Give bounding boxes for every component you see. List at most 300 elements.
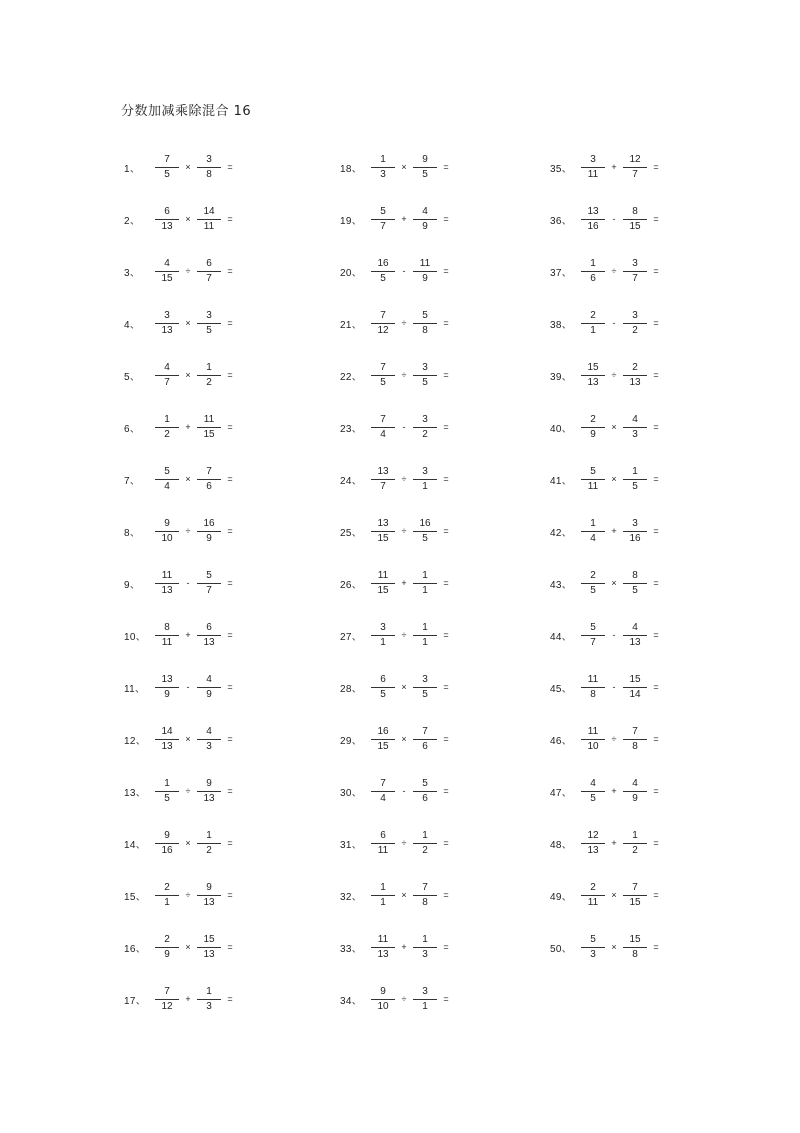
operator: + — [401, 578, 407, 588]
operator: × — [185, 734, 191, 744]
fraction-right — [196, 154, 222, 181]
problem-item — [124, 254, 324, 288]
equals-sign: = — [227, 318, 233, 328]
fraction-left — [580, 934, 606, 961]
denominator: 7 — [632, 272, 638, 284]
denominator: 8 — [632, 740, 638, 752]
problem-number: 44、 — [550, 631, 573, 643]
equals-sign: = — [227, 266, 233, 276]
denominator: 13 — [161, 740, 173, 752]
numerator: 15 — [629, 933, 641, 945]
fraction-right — [412, 622, 438, 649]
numerator: 1 — [164, 413, 170, 425]
denominator: 5 — [632, 584, 638, 596]
problem-item — [124, 774, 324, 808]
fraction-left — [580, 830, 606, 857]
numerator: 6 — [206, 257, 212, 269]
equals-sign: = — [443, 786, 449, 796]
operator: - — [402, 266, 406, 276]
problem-number: 5、 — [124, 371, 141, 383]
operator: - — [186, 682, 190, 692]
equals-sign: = — [653, 734, 659, 744]
fraction-right — [622, 362, 648, 389]
denominator: 12 — [161, 1000, 173, 1012]
fraction-left — [580, 258, 606, 285]
denominator: 3 — [632, 428, 638, 440]
denominator: 9 — [206, 532, 212, 544]
equals-sign: = — [653, 474, 659, 484]
denominator: 5 — [422, 376, 428, 388]
numerator: 2 — [590, 413, 596, 425]
denominator: 15 — [203, 428, 215, 440]
fraction-right — [412, 830, 438, 857]
problem-number: 27、 — [340, 631, 363, 643]
fraction-left — [370, 518, 396, 545]
numerator: 2 — [590, 569, 596, 581]
numerator: 16 — [377, 257, 389, 269]
equals-sign: = — [443, 682, 449, 692]
problem-item — [124, 566, 324, 600]
numerator: 1 — [164, 777, 170, 789]
denominator: 5 — [422, 532, 428, 544]
fraction-right — [196, 258, 222, 285]
operator: × — [185, 838, 191, 848]
denominator: 1 — [422, 1000, 428, 1012]
denominator: 13 — [629, 376, 641, 388]
numerator: 7 — [164, 153, 170, 165]
equals-sign: = — [653, 682, 659, 692]
problem-number: 22、 — [340, 371, 363, 383]
numerator: 6 — [380, 673, 386, 685]
operator: + — [611, 526, 617, 536]
denominator: 9 — [590, 428, 596, 440]
operator: × — [185, 474, 191, 484]
operator: × — [611, 890, 617, 900]
equals-sign: = — [653, 370, 659, 380]
problem-number: 28、 — [340, 683, 363, 695]
numerator: 9 — [380, 985, 386, 997]
fraction-right — [196, 934, 222, 961]
fraction-right — [622, 882, 648, 909]
fraction-right — [412, 882, 438, 909]
fraction-right — [196, 830, 222, 857]
numerator: 12 — [587, 829, 599, 841]
problem-number: 6、 — [124, 423, 141, 435]
fraction-left — [370, 674, 396, 701]
numerator: 3 — [206, 153, 212, 165]
problem-number: 25、 — [340, 527, 363, 539]
problem-item — [340, 358, 540, 392]
numerator: 15 — [587, 361, 599, 373]
denominator: 6 — [590, 272, 596, 284]
denominator: 5 — [632, 480, 638, 492]
numerator: 9 — [164, 517, 170, 529]
problem-number: 15、 — [124, 891, 147, 903]
fraction-left — [370, 362, 396, 389]
operator: - — [402, 786, 406, 796]
numerator: 14 — [161, 725, 173, 737]
equals-sign: = — [227, 578, 233, 588]
operator: × — [401, 162, 407, 172]
denominator: 7 — [380, 220, 386, 232]
problem-number: 19、 — [340, 215, 363, 227]
numerator: 13 — [161, 673, 173, 685]
denominator: 14 — [629, 688, 641, 700]
problem-item — [340, 670, 540, 704]
denominator: 13 — [587, 376, 599, 388]
denominator: 13 — [629, 636, 641, 648]
denominator: 11 — [377, 844, 389, 856]
equals-sign: = — [227, 890, 233, 900]
fraction-right — [412, 414, 438, 441]
denominator: 15 — [377, 584, 389, 596]
denominator: 13 — [203, 896, 215, 908]
numerator: 8 — [632, 569, 638, 581]
fraction-left — [154, 778, 180, 805]
fraction-left — [580, 206, 606, 233]
problem-number: 21、 — [340, 319, 363, 331]
denominator: 16 — [161, 844, 173, 856]
problem-number: 10、 — [124, 631, 147, 643]
problem-item — [550, 462, 750, 496]
fraction-right — [622, 830, 648, 857]
denominator: 3 — [590, 948, 596, 960]
problem-number: 17、 — [124, 995, 147, 1007]
denominator: 9 — [632, 792, 638, 804]
problem-item — [340, 514, 540, 548]
fraction-right — [196, 206, 222, 233]
fraction-left — [580, 362, 606, 389]
operator: × — [185, 214, 191, 224]
operator: × — [611, 422, 617, 432]
fraction-left — [154, 518, 180, 545]
fraction-left — [154, 414, 180, 441]
denominator: 9 — [206, 688, 212, 700]
operator: × — [185, 370, 191, 380]
problem-number: 49、 — [550, 891, 573, 903]
denominator: 6 — [422, 740, 428, 752]
fraction-right — [412, 310, 438, 337]
equals-sign: = — [443, 942, 449, 952]
denominator: 11 — [587, 896, 599, 908]
problem-number: 29、 — [340, 735, 363, 747]
numerator: 15 — [203, 933, 215, 945]
operator: ÷ — [185, 526, 191, 536]
numerator: 3 — [422, 465, 428, 477]
problem-item — [124, 150, 324, 184]
problem-item — [340, 878, 540, 912]
denominator: 1 — [380, 896, 386, 908]
equals-sign: = — [443, 214, 449, 224]
fraction-left — [370, 882, 396, 909]
fraction-left — [154, 622, 180, 649]
fraction-left — [154, 570, 180, 597]
problem-number: 31、 — [340, 839, 363, 851]
numerator: 2 — [164, 933, 170, 945]
numerator: 7 — [422, 725, 428, 737]
fraction-right — [412, 258, 438, 285]
equals-sign: = — [227, 474, 233, 484]
problem-number: 42、 — [550, 527, 573, 539]
operator: + — [185, 422, 191, 432]
numerator: 16 — [419, 517, 431, 529]
equals-sign: = — [227, 214, 233, 224]
problem-item — [124, 358, 324, 392]
problem-number: 37、 — [550, 267, 573, 279]
numerator: 3 — [206, 309, 212, 321]
operator: - — [612, 214, 616, 224]
problem-item — [124, 670, 324, 704]
numerator: 2 — [632, 361, 638, 373]
problem-number: 16、 — [124, 943, 147, 955]
equals-sign: = — [653, 786, 659, 796]
numerator: 1 — [422, 933, 428, 945]
denominator: 7 — [632, 168, 638, 180]
problem-item — [124, 410, 324, 444]
denominator: 3 — [206, 1000, 212, 1012]
denominator: 5 — [380, 376, 386, 388]
denominator: 4 — [164, 480, 170, 492]
fraction-left — [154, 986, 180, 1013]
fraction-right — [196, 674, 222, 701]
numerator: 5 — [380, 205, 386, 217]
numerator: 1 — [380, 153, 386, 165]
numerator: 4 — [164, 257, 170, 269]
fraction-left — [580, 414, 606, 441]
denominator: 4 — [590, 532, 596, 544]
operator: ÷ — [611, 266, 617, 276]
numerator: 3 — [632, 517, 638, 529]
problem-number: 48、 — [550, 839, 573, 851]
denominator: 2 — [206, 844, 212, 856]
operator: ÷ — [401, 994, 407, 1004]
fraction-right — [196, 986, 222, 1013]
equals-sign: = — [227, 786, 233, 796]
fraction-right — [622, 778, 648, 805]
numerator: 16 — [203, 517, 215, 529]
problem-item — [124, 514, 324, 548]
fraction-right — [196, 570, 222, 597]
denominator: 7 — [380, 480, 386, 492]
fraction-right — [412, 934, 438, 961]
denominator: 2 — [422, 428, 428, 440]
fraction-right — [622, 934, 648, 961]
operator: × — [185, 942, 191, 952]
problem-number: 14、 — [124, 839, 147, 851]
problem-item — [340, 566, 540, 600]
problem-number: 8、 — [124, 527, 141, 539]
fraction-left — [580, 466, 606, 493]
operator: ÷ — [185, 890, 191, 900]
numerator: 2 — [590, 881, 596, 893]
problem-number: 34、 — [340, 995, 363, 1007]
numerator: 1 — [206, 829, 212, 841]
problem-number: 35、 — [550, 163, 573, 175]
denominator: 2 — [632, 324, 638, 336]
denominator: 10 — [587, 740, 599, 752]
numerator: 3 — [422, 413, 428, 425]
equals-sign: = — [653, 318, 659, 328]
numerator: 1 — [632, 465, 638, 477]
numerator: 9 — [164, 829, 170, 841]
numerator: 1 — [206, 985, 212, 997]
problem-item — [340, 202, 540, 236]
operator: - — [186, 578, 190, 588]
fraction-left — [154, 258, 180, 285]
denominator: 12 — [377, 324, 389, 336]
numerator: 13 — [377, 517, 389, 529]
numerator: 1 — [590, 257, 596, 269]
denominator: 2 — [206, 376, 212, 388]
fraction-left — [370, 258, 396, 285]
operator: × — [611, 942, 617, 952]
numerator: 5 — [590, 933, 596, 945]
fraction-right — [622, 674, 648, 701]
denominator: 13 — [587, 844, 599, 856]
problem-number: 47、 — [550, 787, 573, 799]
operator: ÷ — [401, 474, 407, 484]
equals-sign: = — [227, 422, 233, 432]
problem-number: 12、 — [124, 735, 147, 747]
numerator: 4 — [206, 725, 212, 737]
problem-item — [340, 254, 540, 288]
operator: + — [611, 162, 617, 172]
equals-sign: = — [653, 422, 659, 432]
equals-sign: = — [443, 734, 449, 744]
numerator: 5 — [590, 621, 596, 633]
numerator: 7 — [632, 725, 638, 737]
operator: ÷ — [401, 318, 407, 328]
equals-sign: = — [443, 318, 449, 328]
numerator: 3 — [422, 673, 428, 685]
denominator: 5 — [422, 688, 428, 700]
denominator: 2 — [164, 428, 170, 440]
equals-sign: = — [443, 266, 449, 276]
denominator: 10 — [161, 532, 173, 544]
fraction-left — [370, 986, 396, 1013]
problem-item — [340, 982, 540, 1016]
problem-item — [550, 254, 750, 288]
equals-sign: = — [227, 734, 233, 744]
denominator: 8 — [590, 688, 596, 700]
problem-number: 38、 — [550, 319, 573, 331]
denominator: 2 — [632, 844, 638, 856]
fraction-right — [622, 258, 648, 285]
problem-item — [340, 722, 540, 756]
denominator: 8 — [206, 168, 212, 180]
denominator: 5 — [422, 168, 428, 180]
fraction-right — [622, 622, 648, 649]
denominator: 15 — [377, 740, 389, 752]
denominator: 9 — [164, 688, 170, 700]
equals-sign: = — [653, 838, 659, 848]
denominator: 15 — [629, 896, 641, 908]
problem-number: 36、 — [550, 215, 573, 227]
denominator: 15 — [377, 532, 389, 544]
fraction-left — [154, 362, 180, 389]
denominator: 5 — [380, 688, 386, 700]
problem-number: 30、 — [340, 787, 363, 799]
operator: × — [185, 318, 191, 328]
equals-sign: = — [227, 682, 233, 692]
fraction-left — [580, 154, 606, 181]
operator: × — [401, 890, 407, 900]
problem-item — [340, 150, 540, 184]
fraction-right — [196, 726, 222, 753]
operator: - — [612, 682, 616, 692]
operator: × — [401, 682, 407, 692]
equals-sign: = — [227, 162, 233, 172]
fraction-left — [580, 570, 606, 597]
fraction-right — [622, 466, 648, 493]
denominator: 5 — [164, 792, 170, 804]
problem-item — [550, 566, 750, 600]
numerator: 13 — [587, 205, 599, 217]
equals-sign: = — [227, 994, 233, 1004]
fraction-left — [580, 518, 606, 545]
numerator: 7 — [380, 777, 386, 789]
numerator: 9 — [206, 881, 212, 893]
numerator: 1 — [422, 569, 428, 581]
denominator: 1 — [422, 636, 428, 648]
problem-item — [340, 306, 540, 340]
equals-sign: = — [443, 474, 449, 484]
problem-number: 40、 — [550, 423, 573, 435]
operator: ÷ — [611, 370, 617, 380]
fraction-left — [154, 726, 180, 753]
operator: + — [401, 214, 407, 224]
denominator: 6 — [206, 480, 212, 492]
numerator: 4 — [206, 673, 212, 685]
equals-sign: = — [653, 630, 659, 640]
problem-number: 7、 — [124, 475, 141, 487]
problem-item — [340, 618, 540, 652]
equals-sign: = — [443, 994, 449, 1004]
fraction-left — [580, 778, 606, 805]
denominator: 11 — [587, 480, 599, 492]
fraction-left — [580, 726, 606, 753]
problem-item — [124, 306, 324, 340]
equals-sign: = — [653, 162, 659, 172]
problem-number: 9、 — [124, 579, 141, 591]
fraction-left — [370, 466, 396, 493]
numerator: 7 — [632, 881, 638, 893]
numerator: 1 — [422, 829, 428, 841]
equals-sign: = — [653, 942, 659, 952]
problem-number: 45、 — [550, 683, 573, 695]
numerator: 13 — [377, 465, 389, 477]
denominator: 15 — [161, 272, 173, 284]
numerator: 11 — [587, 673, 599, 685]
fraction-right — [622, 518, 648, 545]
fraction-left — [370, 154, 396, 181]
numerator: 15 — [629, 673, 641, 685]
denominator: 7 — [206, 584, 212, 596]
equals-sign: = — [227, 630, 233, 640]
numerator: 3 — [632, 309, 638, 321]
fraction-right — [622, 154, 648, 181]
fraction-left — [154, 310, 180, 337]
fraction-right — [196, 466, 222, 493]
denominator: 13 — [161, 584, 173, 596]
problem-number: 33、 — [340, 943, 363, 955]
problem-item — [550, 774, 750, 808]
operator: ÷ — [611, 734, 617, 744]
problem-item — [124, 618, 324, 652]
problem-item — [550, 930, 750, 964]
denominator: 11 — [161, 636, 173, 648]
fraction-left — [154, 154, 180, 181]
